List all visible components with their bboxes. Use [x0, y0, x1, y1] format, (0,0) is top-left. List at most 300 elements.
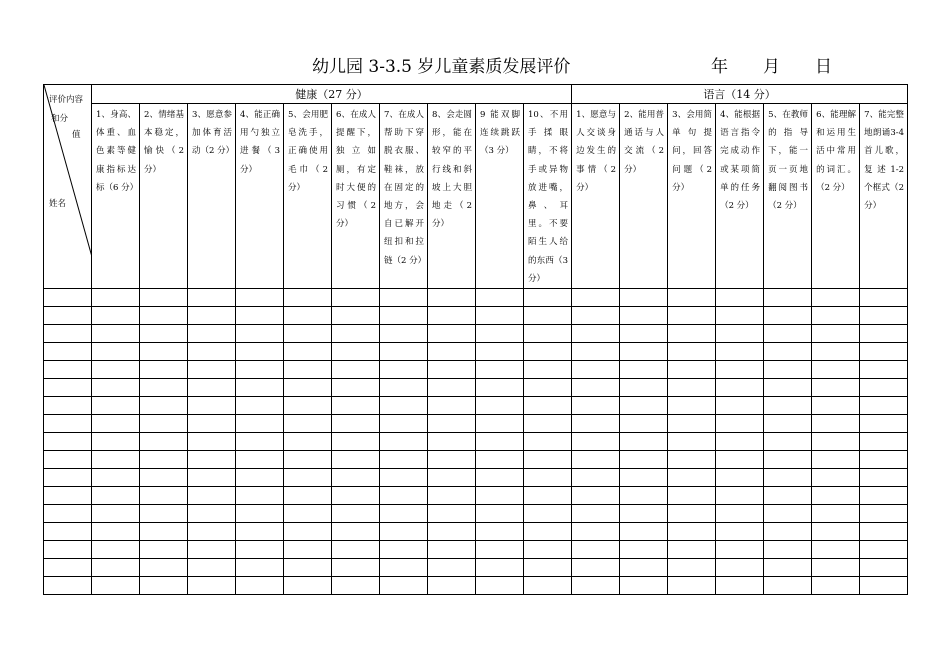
score-cell[interactable] [284, 397, 332, 415]
score-cell[interactable] [476, 451, 524, 469]
score-cell[interactable] [380, 523, 428, 541]
score-cell[interactable] [92, 289, 140, 307]
score-cell[interactable] [236, 469, 284, 487]
score-cell[interactable] [524, 487, 572, 505]
score-cell[interactable] [620, 325, 668, 343]
score-cell[interactable] [860, 541, 908, 559]
score-cell[interactable] [764, 577, 812, 595]
score-cell[interactable] [332, 379, 380, 397]
score-cell[interactable] [668, 325, 716, 343]
score-cell[interactable] [620, 469, 668, 487]
score-cell[interactable] [188, 451, 236, 469]
score-cell[interactable] [476, 307, 524, 325]
score-cell[interactable] [140, 523, 188, 541]
score-cell[interactable] [476, 343, 524, 361]
score-cell[interactable] [668, 361, 716, 379]
score-cell[interactable] [188, 577, 236, 595]
name-cell[interactable] [44, 433, 92, 451]
name-cell[interactable] [44, 541, 92, 559]
score-cell[interactable] [812, 307, 860, 325]
score-cell[interactable] [476, 289, 524, 307]
score-cell[interactable] [764, 289, 812, 307]
score-cell[interactable] [284, 451, 332, 469]
name-cell[interactable] [44, 379, 92, 397]
score-cell[interactable] [332, 523, 380, 541]
score-cell[interactable] [476, 397, 524, 415]
score-cell[interactable] [332, 325, 380, 343]
score-cell[interactable] [332, 451, 380, 469]
score-cell[interactable] [236, 325, 284, 343]
score-cell[interactable] [716, 487, 764, 505]
score-cell[interactable] [860, 343, 908, 361]
score-cell[interactable] [716, 361, 764, 379]
score-cell[interactable] [92, 397, 140, 415]
score-cell[interactable] [716, 343, 764, 361]
score-cell[interactable] [668, 451, 716, 469]
score-cell[interactable] [668, 307, 716, 325]
score-cell[interactable] [572, 361, 620, 379]
score-cell[interactable] [764, 433, 812, 451]
score-cell[interactable] [428, 415, 476, 433]
score-cell[interactable] [620, 433, 668, 451]
score-cell[interactable] [764, 451, 812, 469]
score-cell[interactable] [140, 379, 188, 397]
score-cell[interactable] [380, 487, 428, 505]
score-cell[interactable] [188, 289, 236, 307]
score-cell[interactable] [476, 523, 524, 541]
score-cell[interactable] [524, 469, 572, 487]
score-cell[interactable] [668, 397, 716, 415]
score-cell[interactable] [860, 469, 908, 487]
score-cell[interactable] [668, 505, 716, 523]
score-cell[interactable] [380, 397, 428, 415]
score-cell[interactable] [812, 361, 860, 379]
score-cell[interactable] [380, 343, 428, 361]
score-cell[interactable] [332, 361, 380, 379]
score-cell[interactable] [812, 397, 860, 415]
score-cell[interactable] [764, 487, 812, 505]
score-cell[interactable] [860, 433, 908, 451]
score-cell[interactable] [332, 505, 380, 523]
score-cell[interactable] [812, 325, 860, 343]
score-cell[interactable] [476, 577, 524, 595]
score-cell[interactable] [428, 451, 476, 469]
score-cell[interactable] [92, 325, 140, 343]
score-cell[interactable] [236, 577, 284, 595]
score-cell[interactable] [716, 505, 764, 523]
score-cell[interactable] [92, 559, 140, 577]
score-cell[interactable] [380, 451, 428, 469]
score-cell[interactable] [620, 361, 668, 379]
score-cell[interactable] [860, 487, 908, 505]
score-cell[interactable] [572, 397, 620, 415]
score-cell[interactable] [236, 379, 284, 397]
name-cell[interactable] [44, 451, 92, 469]
score-cell[interactable] [668, 541, 716, 559]
score-cell[interactable] [332, 307, 380, 325]
score-cell[interactable] [236, 343, 284, 361]
score-cell[interactable] [428, 505, 476, 523]
score-cell[interactable] [188, 433, 236, 451]
name-cell[interactable] [44, 325, 92, 343]
score-cell[interactable] [620, 397, 668, 415]
score-cell[interactable] [716, 397, 764, 415]
score-cell[interactable] [812, 469, 860, 487]
score-cell[interactable] [716, 289, 764, 307]
score-cell[interactable] [188, 541, 236, 559]
score-cell[interactable] [764, 397, 812, 415]
score-cell[interactable] [284, 325, 332, 343]
score-cell[interactable] [140, 559, 188, 577]
score-cell[interactable] [140, 415, 188, 433]
score-cell[interactable] [812, 559, 860, 577]
score-cell[interactable] [812, 415, 860, 433]
score-cell[interactable] [524, 559, 572, 577]
score-cell[interactable] [188, 343, 236, 361]
name-cell[interactable] [44, 343, 92, 361]
score-cell[interactable] [668, 559, 716, 577]
score-cell[interactable] [476, 469, 524, 487]
score-cell[interactable] [236, 289, 284, 307]
score-cell[interactable] [140, 469, 188, 487]
score-cell[interactable] [524, 325, 572, 343]
score-cell[interactable] [140, 289, 188, 307]
score-cell[interactable] [572, 433, 620, 451]
score-cell[interactable] [716, 577, 764, 595]
score-cell[interactable] [140, 343, 188, 361]
score-cell[interactable] [428, 361, 476, 379]
score-cell[interactable] [716, 415, 764, 433]
score-cell[interactable] [476, 433, 524, 451]
name-cell[interactable] [44, 577, 92, 595]
score-cell[interactable] [236, 487, 284, 505]
score-cell[interactable] [284, 505, 332, 523]
score-cell[interactable] [476, 361, 524, 379]
score-cell[interactable] [572, 343, 620, 361]
score-cell[interactable] [380, 505, 428, 523]
score-cell[interactable] [668, 487, 716, 505]
score-cell[interactable] [812, 487, 860, 505]
score-cell[interactable] [428, 487, 476, 505]
score-cell[interactable] [764, 541, 812, 559]
score-cell[interactable] [524, 505, 572, 523]
score-cell[interactable] [572, 505, 620, 523]
score-cell[interactable] [524, 577, 572, 595]
score-cell[interactable] [284, 577, 332, 595]
score-cell[interactable] [92, 469, 140, 487]
score-cell[interactable] [284, 379, 332, 397]
score-cell[interactable] [428, 289, 476, 307]
score-cell[interactable] [716, 559, 764, 577]
score-cell[interactable] [764, 523, 812, 541]
score-cell[interactable] [188, 325, 236, 343]
score-cell[interactable] [284, 541, 332, 559]
score-cell[interactable] [332, 577, 380, 595]
name-cell[interactable] [44, 361, 92, 379]
score-cell[interactable] [380, 559, 428, 577]
score-cell[interactable] [572, 325, 620, 343]
score-cell[interactable] [236, 505, 284, 523]
score-cell[interactable] [284, 361, 332, 379]
score-cell[interactable] [572, 415, 620, 433]
score-cell[interactable] [380, 289, 428, 307]
score-cell[interactable] [236, 559, 284, 577]
name-cell[interactable] [44, 469, 92, 487]
score-cell[interactable] [764, 325, 812, 343]
score-cell[interactable] [812, 451, 860, 469]
name-cell[interactable] [44, 307, 92, 325]
score-cell[interactable] [428, 325, 476, 343]
score-cell[interactable] [764, 361, 812, 379]
score-cell[interactable] [92, 307, 140, 325]
score-cell[interactable] [572, 559, 620, 577]
score-cell[interactable] [332, 469, 380, 487]
score-cell[interactable] [524, 361, 572, 379]
score-cell[interactable] [428, 523, 476, 541]
score-cell[interactable] [860, 523, 908, 541]
score-cell[interactable] [332, 541, 380, 559]
score-cell[interactable] [812, 289, 860, 307]
score-cell[interactable] [92, 541, 140, 559]
score-cell[interactable] [92, 451, 140, 469]
score-cell[interactable] [860, 325, 908, 343]
score-cell[interactable] [140, 505, 188, 523]
score-cell[interactable] [716, 379, 764, 397]
score-cell[interactable] [380, 577, 428, 595]
score-cell[interactable] [92, 361, 140, 379]
score-cell[interactable] [284, 559, 332, 577]
score-cell[interactable] [284, 469, 332, 487]
score-cell[interactable] [332, 559, 380, 577]
score-cell[interactable] [620, 541, 668, 559]
score-cell[interactable] [92, 487, 140, 505]
name-cell[interactable] [44, 505, 92, 523]
score-cell[interactable] [476, 487, 524, 505]
score-cell[interactable] [668, 469, 716, 487]
score-cell[interactable] [764, 343, 812, 361]
score-cell[interactable] [860, 415, 908, 433]
score-cell[interactable] [620, 577, 668, 595]
score-cell[interactable] [428, 307, 476, 325]
score-cell[interactable] [572, 469, 620, 487]
score-cell[interactable] [380, 469, 428, 487]
score-cell[interactable] [428, 343, 476, 361]
score-cell[interactable] [380, 433, 428, 451]
score-cell[interactable] [716, 325, 764, 343]
score-cell[interactable] [860, 505, 908, 523]
score-cell[interactable] [188, 469, 236, 487]
score-cell[interactable] [668, 433, 716, 451]
score-cell[interactable] [140, 451, 188, 469]
score-cell[interactable] [332, 289, 380, 307]
score-cell[interactable] [668, 289, 716, 307]
name-cell[interactable] [44, 415, 92, 433]
score-cell[interactable] [716, 433, 764, 451]
score-cell[interactable] [332, 415, 380, 433]
score-cell[interactable] [284, 415, 332, 433]
score-cell[interactable] [860, 397, 908, 415]
score-cell[interactable] [764, 307, 812, 325]
score-cell[interactable] [620, 415, 668, 433]
score-cell[interactable] [236, 541, 284, 559]
score-cell[interactable] [764, 505, 812, 523]
score-cell[interactable] [284, 289, 332, 307]
score-cell[interactable] [620, 307, 668, 325]
score-cell[interactable] [572, 307, 620, 325]
score-cell[interactable] [572, 487, 620, 505]
score-cell[interactable] [524, 541, 572, 559]
score-cell[interactable] [716, 451, 764, 469]
score-cell[interactable] [572, 451, 620, 469]
score-cell[interactable] [620, 487, 668, 505]
score-cell[interactable] [380, 415, 428, 433]
score-cell[interactable] [476, 325, 524, 343]
score-cell[interactable] [188, 307, 236, 325]
score-cell[interactable] [860, 559, 908, 577]
score-cell[interactable] [524, 523, 572, 541]
score-cell[interactable] [140, 397, 188, 415]
score-cell[interactable] [188, 361, 236, 379]
score-cell[interactable] [620, 289, 668, 307]
score-cell[interactable] [140, 433, 188, 451]
score-cell[interactable] [188, 487, 236, 505]
score-cell[interactable] [236, 415, 284, 433]
score-cell[interactable] [476, 541, 524, 559]
score-cell[interactable] [188, 415, 236, 433]
score-cell[interactable] [668, 523, 716, 541]
score-cell[interactable] [380, 361, 428, 379]
score-cell[interactable] [284, 523, 332, 541]
score-cell[interactable] [236, 361, 284, 379]
score-cell[interactable] [140, 361, 188, 379]
score-cell[interactable] [716, 307, 764, 325]
score-cell[interactable] [668, 379, 716, 397]
name-cell[interactable] [44, 523, 92, 541]
score-cell[interactable] [92, 379, 140, 397]
score-cell[interactable] [524, 379, 572, 397]
name-cell[interactable] [44, 397, 92, 415]
score-cell[interactable] [812, 433, 860, 451]
score-cell[interactable] [188, 397, 236, 415]
name-cell[interactable] [44, 487, 92, 505]
score-cell[interactable] [524, 307, 572, 325]
score-cell[interactable] [764, 559, 812, 577]
score-cell[interactable] [860, 361, 908, 379]
score-cell[interactable] [812, 379, 860, 397]
score-cell[interactable] [476, 505, 524, 523]
score-cell[interactable] [620, 451, 668, 469]
score-cell[interactable] [620, 379, 668, 397]
score-cell[interactable] [524, 289, 572, 307]
score-cell[interactable] [524, 415, 572, 433]
score-cell[interactable] [860, 451, 908, 469]
score-cell[interactable] [380, 307, 428, 325]
score-cell[interactable] [332, 433, 380, 451]
score-cell[interactable] [428, 559, 476, 577]
score-cell[interactable] [188, 559, 236, 577]
score-cell[interactable] [140, 307, 188, 325]
score-cell[interactable] [284, 487, 332, 505]
score-cell[interactable] [572, 289, 620, 307]
score-cell[interactable] [764, 379, 812, 397]
score-cell[interactable] [524, 397, 572, 415]
score-cell[interactable] [188, 505, 236, 523]
score-cell[interactable] [572, 379, 620, 397]
score-cell[interactable] [380, 379, 428, 397]
score-cell[interactable] [140, 577, 188, 595]
score-cell[interactable] [524, 433, 572, 451]
score-cell[interactable] [812, 343, 860, 361]
score-cell[interactable] [476, 559, 524, 577]
score-cell[interactable] [236, 307, 284, 325]
score-cell[interactable] [812, 541, 860, 559]
score-cell[interactable] [524, 343, 572, 361]
score-cell[interactable] [332, 487, 380, 505]
score-cell[interactable] [380, 325, 428, 343]
score-cell[interactable] [92, 523, 140, 541]
score-cell[interactable] [236, 433, 284, 451]
score-cell[interactable] [716, 541, 764, 559]
score-cell[interactable] [140, 541, 188, 559]
score-cell[interactable] [668, 577, 716, 595]
score-cell[interactable] [572, 577, 620, 595]
score-cell[interactable] [764, 469, 812, 487]
score-cell[interactable] [332, 397, 380, 415]
score-cell[interactable] [620, 343, 668, 361]
score-cell[interactable] [812, 577, 860, 595]
score-cell[interactable] [668, 343, 716, 361]
score-cell[interactable] [236, 397, 284, 415]
score-cell[interactable] [764, 415, 812, 433]
score-cell[interactable] [812, 523, 860, 541]
score-cell[interactable] [524, 451, 572, 469]
score-cell[interactable] [860, 577, 908, 595]
score-cell[interactable] [572, 541, 620, 559]
score-cell[interactable] [236, 451, 284, 469]
score-cell[interactable] [428, 397, 476, 415]
score-cell[interactable] [428, 433, 476, 451]
score-cell[interactable] [428, 379, 476, 397]
score-cell[interactable] [860, 307, 908, 325]
score-cell[interactable] [284, 433, 332, 451]
score-cell[interactable] [92, 433, 140, 451]
score-cell[interactable] [188, 379, 236, 397]
score-cell[interactable] [92, 577, 140, 595]
score-cell[interactable] [428, 469, 476, 487]
score-cell[interactable] [428, 541, 476, 559]
score-cell[interactable] [716, 523, 764, 541]
score-cell[interactable] [380, 541, 428, 559]
score-cell[interactable] [476, 415, 524, 433]
score-cell[interactable] [620, 559, 668, 577]
score-cell[interactable] [284, 343, 332, 361]
score-cell[interactable] [92, 415, 140, 433]
score-cell[interactable] [668, 415, 716, 433]
score-cell[interactable] [140, 487, 188, 505]
score-cell[interactable] [860, 289, 908, 307]
score-cell[interactable] [716, 469, 764, 487]
score-cell[interactable] [476, 379, 524, 397]
name-cell[interactable] [44, 289, 92, 307]
score-cell[interactable] [620, 505, 668, 523]
score-cell[interactable] [188, 523, 236, 541]
score-cell[interactable] [284, 307, 332, 325]
score-cell[interactable] [620, 523, 668, 541]
score-cell[interactable] [92, 343, 140, 361]
score-cell[interactable] [140, 325, 188, 343]
score-cell[interactable] [236, 523, 284, 541]
score-cell[interactable] [572, 523, 620, 541]
